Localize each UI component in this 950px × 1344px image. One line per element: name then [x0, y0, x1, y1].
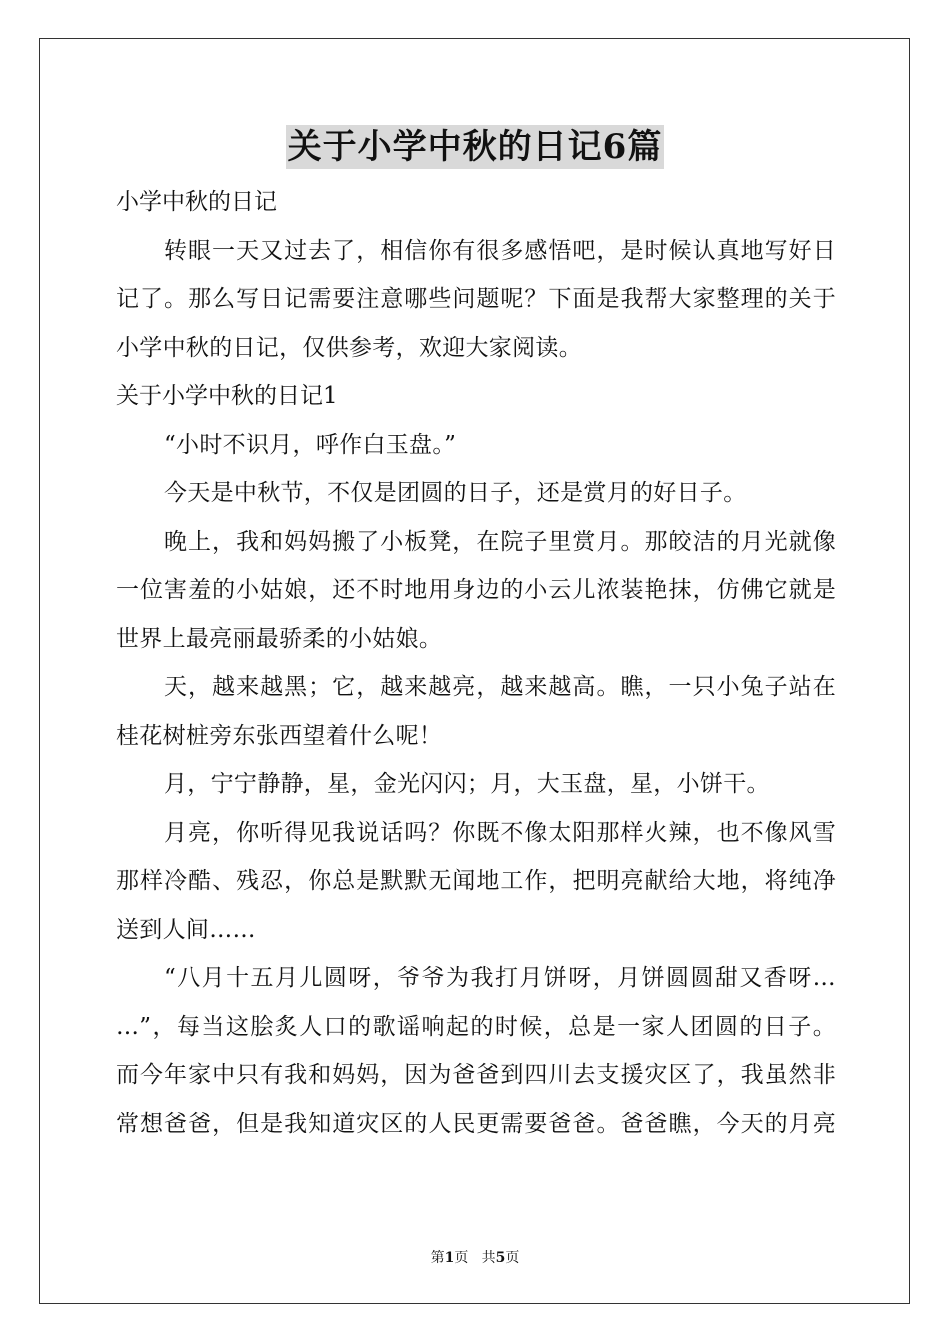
page-footer — [0, 1247, 950, 1267]
paragraph-line — [116, 712, 836, 761]
line-text: 小学中秋的日记，仅供参考，欢迎大家阅读。 — [116, 334, 582, 361]
paragraph-line — [116, 469, 836, 518]
paragraph-line — [116, 1003, 836, 1052]
footer-total-suffix: 页 — [505, 1250, 520, 1266]
paragraph-line — [116, 760, 836, 809]
line-text: 那样冷酷、残忍，你总是默默无闻地工作，把明亮献给大地，将纯净 — [116, 868, 836, 894]
line-text: 记了。那么写日记需要注意哪些问题呢？下面是我帮大家整理的关于 — [116, 286, 836, 312]
document-body — [116, 178, 836, 1148]
paragraph-line — [116, 421, 836, 470]
section-heading — [116, 372, 836, 421]
line-text: 天，越来越黑；它，越来越亮，越来越高。瞧，一只小兔子站在 — [164, 674, 836, 700]
line-text: 关于小学中秋的日记1 — [116, 383, 338, 409]
paragraph-line — [116, 566, 836, 615]
paragraph-line — [116, 227, 836, 276]
document-title: 关于小学中秋的日记6篇 — [287, 127, 663, 167]
line-text: 转眼一天又过去了，相信你有很多感悟吧，是时候认真地写好日 — [164, 237, 836, 264]
line-text: 而今年家中只有我和妈妈，因为爸爸到四川去支援灾区了，我虽然非 — [116, 1062, 836, 1088]
line-text: “小时不识月，呼作白玉盘。” — [164, 431, 457, 458]
footer-total-prefix: 共 — [481, 1250, 496, 1266]
line-text: 晚上，我和妈妈搬了小板凳，在院子里赏月。那皎洁的月光就像 — [164, 528, 836, 555]
footer-page-number: 1 — [444, 1250, 455, 1266]
line-text: 桂花树桩旁东张西望着什么呢！ — [116, 722, 443, 749]
footer-total-pages: 5 — [495, 1250, 506, 1266]
line-text: 今天是中秋节，不仅是团圆的日子，还是赏月的好日子。 — [164, 480, 747, 506]
line-text: 世界上最亮丽最骄柔的小姑娘。 — [116, 625, 443, 652]
paragraph-line — [116, 857, 836, 906]
footer-page-prefix: 第 — [430, 1250, 445, 1266]
title-container — [0, 125, 950, 169]
paragraph-line — [116, 1100, 836, 1149]
section-heading — [116, 178, 836, 227]
line-text: 一位害羞的小姑娘，还不时地用身边的小云儿浓装艳抹，仿佛它就是 — [116, 577, 836, 603]
line-text: …”，每当这脍炙人口的歌谣响起的时候，总是一家人团圆的日子。 — [116, 1013, 836, 1040]
line-text: 月，宁宁静静，星，金光闪闪；月，大玉盘，星，小饼干。 — [164, 771, 770, 797]
line-text: 送到人间…… — [116, 916, 256, 943]
paragraph-line — [116, 1051, 836, 1100]
paragraph-line — [116, 275, 836, 324]
paragraph-line — [116, 324, 836, 373]
paragraph-line — [116, 954, 836, 1003]
paragraph-line — [116, 518, 836, 567]
line-text: 月亮，你听得见我说话吗？你既不像太阳那样火辣，也不像风雪 — [164, 819, 836, 846]
line-text: 常想爸爸，但是我知道灾区的人民更需要爸爸。爸爸瞧，今天的月亮 — [116, 1110, 836, 1137]
paragraph-line — [116, 809, 836, 858]
footer-page-suffix: 页 — [454, 1250, 469, 1266]
paragraph-line — [116, 906, 836, 955]
line-text: “八月十五月儿圆呀，爷爷为我打月饼呀，月饼圆圆甜又香呀… — [164, 965, 836, 991]
line-text: 小学中秋的日记 — [116, 189, 277, 215]
paragraph-line — [116, 663, 836, 712]
paragraph-line — [116, 615, 836, 664]
